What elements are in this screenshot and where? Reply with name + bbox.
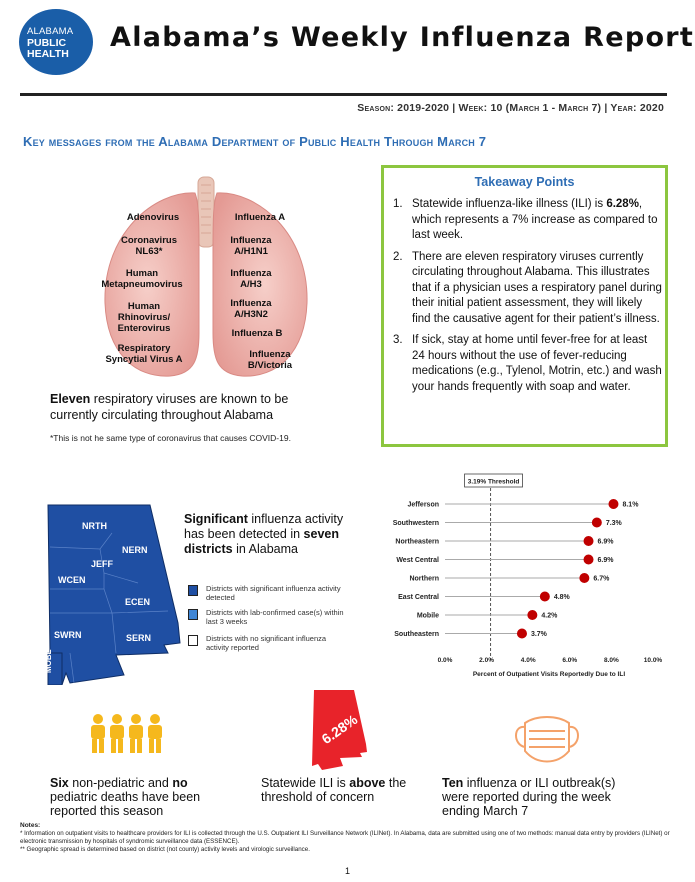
data-label: 8.1%	[622, 501, 639, 509]
takeaway-points-box	[381, 165, 668, 447]
people-icon	[88, 713, 164, 755]
deaths-caption: Six non-pediatric and no pediatric deaths have been reported this season	[50, 776, 201, 818]
takeaway-item: 3. If sick, stay at home until fever-free for at least 24 hours without the use of fever-reducing medications (e.g., Tylenol, Motrin, etc.) and wash your hands frequently with soap and water.	[393, 334, 662, 393]
category-label: Northeastern	[395, 538, 439, 546]
district-label: ECEN	[125, 597, 151, 607]
x-tick-label: 0.0%	[437, 657, 453, 664]
significant-activity-text: Significant influenza activity has been detected in seven districts in Alabama	[184, 512, 344, 556]
virus-label: Respiratory Syncytial Virus A	[105, 343, 183, 365]
district-label: NERN	[122, 545, 148, 555]
data-point	[517, 629, 527, 639]
district-label: NRTH	[82, 521, 107, 531]
data-point	[527, 610, 537, 620]
data-point	[540, 592, 550, 602]
people-graphic	[88, 713, 164, 755]
virus-label: Influenza B/Victoria	[247, 349, 293, 371]
legend-swatch	[188, 609, 198, 620]
data-label: 6.7%	[593, 575, 610, 583]
district-label: WCEN	[58, 575, 86, 585]
takeaway-item: 2. There are eleven respiratory viruses currently circulating throughout Alabama. This illustrates that if a physician uses a respiratory panel during their initial patient assessment, they will likely find the causative agent for their patient’s illness.	[393, 250, 662, 325]
report-title: Alabama’s Weekly Influenza Report	[110, 22, 695, 53]
virus-label: Human Rhinovirus/ Enterovirus	[117, 301, 171, 334]
district-label: SWRN	[54, 630, 82, 640]
eleven-viruses-text: Eleven respiratory viruses are known to be currently circulating throughout Alabama	[50, 392, 289, 422]
x-tick-label: 8.0%	[603, 657, 619, 664]
data-point	[608, 499, 618, 509]
ili-caption: Statewide ILI is above the threshold of concern	[261, 776, 407, 804]
data-label: 3.7%	[530, 631, 547, 638]
virus-label: Influenza A/H1N1	[230, 235, 272, 257]
virus-label: Influenza A	[234, 212, 286, 223]
x-tick-label: 2.0%	[479, 657, 495, 664]
takeaway-item: 1. Statewide influenza-like illness (ILI) is 6.28%, which represents a 7% increase as compared to last week.	[393, 198, 658, 241]
virus-label: Coronavirus NL63*	[121, 235, 177, 257]
mask-graphic	[511, 711, 583, 769]
virus-label: Human Metapneumovirus	[101, 268, 183, 290]
ili-value-text: 6.28%	[318, 711, 361, 748]
category-label: East Central	[398, 594, 439, 601]
alabama-state-icon	[310, 690, 372, 770]
alabama-map-graphic	[40, 503, 190, 685]
data-label: 4.8%	[553, 594, 570, 601]
coronavirus-footnote: *This is not he same type of coronavirus that causes COVID-19.	[50, 433, 291, 443]
legend-swatch	[188, 585, 198, 596]
category-label: Mobile	[416, 612, 439, 620]
virus-label: Adenovirus	[126, 212, 180, 223]
virus-label: Influenza B	[231, 328, 283, 339]
category-label: Jefferson	[407, 501, 439, 509]
lungs-illustration	[95, 173, 317, 385]
takeaway-list	[390, 197, 662, 401]
x-axis-label: Percent of Outpatient Visits Reportedly Due to ILI	[472, 671, 626, 678]
virus-label: Influenza A/H3N2	[230, 298, 272, 320]
category-label: Northern	[409, 575, 439, 583]
virus-label: Influenza A/H3	[230, 268, 272, 290]
legend-swatch	[188, 635, 198, 646]
data-point	[584, 555, 594, 565]
data-label: 7.3%	[605, 520, 622, 527]
x-tick-label: 10.0%	[643, 657, 663, 664]
data-point	[584, 536, 594, 546]
alabama-red-graphic	[310, 690, 372, 770]
key-messages-heading: Key messages from the Alabama Department of Public Health Through March 7	[23, 134, 487, 149]
notes-section: Notes: * Information on outpatient visits to healthcare providers for ILI is collected through the U.S. Outpatient ILI Surveillance Network (ILINet). In Alabama, data are submitted using one of two methods: manual data entry by providers (ILINet) or electronic transmission by hospitals of syndromic surveillance data (ESSENCE). ** Geographic spread is determined based on district (not county) activity levels and virologic surveillance.	[20, 822, 670, 853]
data-label: 4.2%	[541, 612, 558, 620]
face-mask-icon	[511, 711, 583, 769]
x-tick-label: 4.0%	[520, 657, 536, 664]
category-label: West Central	[396, 557, 439, 564]
x-tick-label: 6.0%	[562, 657, 578, 664]
takeaway-title: Takeaway Points	[474, 175, 575, 189]
category-label: Southwestern	[392, 520, 439, 527]
district-label: JEFF	[91, 559, 114, 569]
season-week-year: Season: 2019-2020 | Week: 10 (March 1 - March 7) | Year: 2020	[357, 102, 664, 114]
data-point	[579, 573, 589, 583]
district-label: SERN	[126, 633, 152, 643]
data-label: 6.9%	[597, 557, 614, 564]
ili-by-district-chart	[375, 470, 675, 685]
header-divider	[20, 93, 667, 96]
outbreak-caption: Ten influenza or ILI outbreak(s) were reported during the week ending March 7	[442, 776, 616, 818]
data-label: 6.9%	[597, 538, 614, 546]
category-label: Southeastern	[394, 631, 439, 638]
adph-logo: ALABAMA PUBLIC HEALTH	[19, 9, 93, 75]
alabama-district-map	[40, 503, 190, 685]
threshold-label: 3.19% Threshold	[467, 478, 520, 486]
ili-chart-svg	[375, 470, 675, 685]
data-point	[592, 518, 602, 528]
page-number: 1	[344, 866, 350, 876]
district-label: MOBL	[44, 649, 53, 673]
